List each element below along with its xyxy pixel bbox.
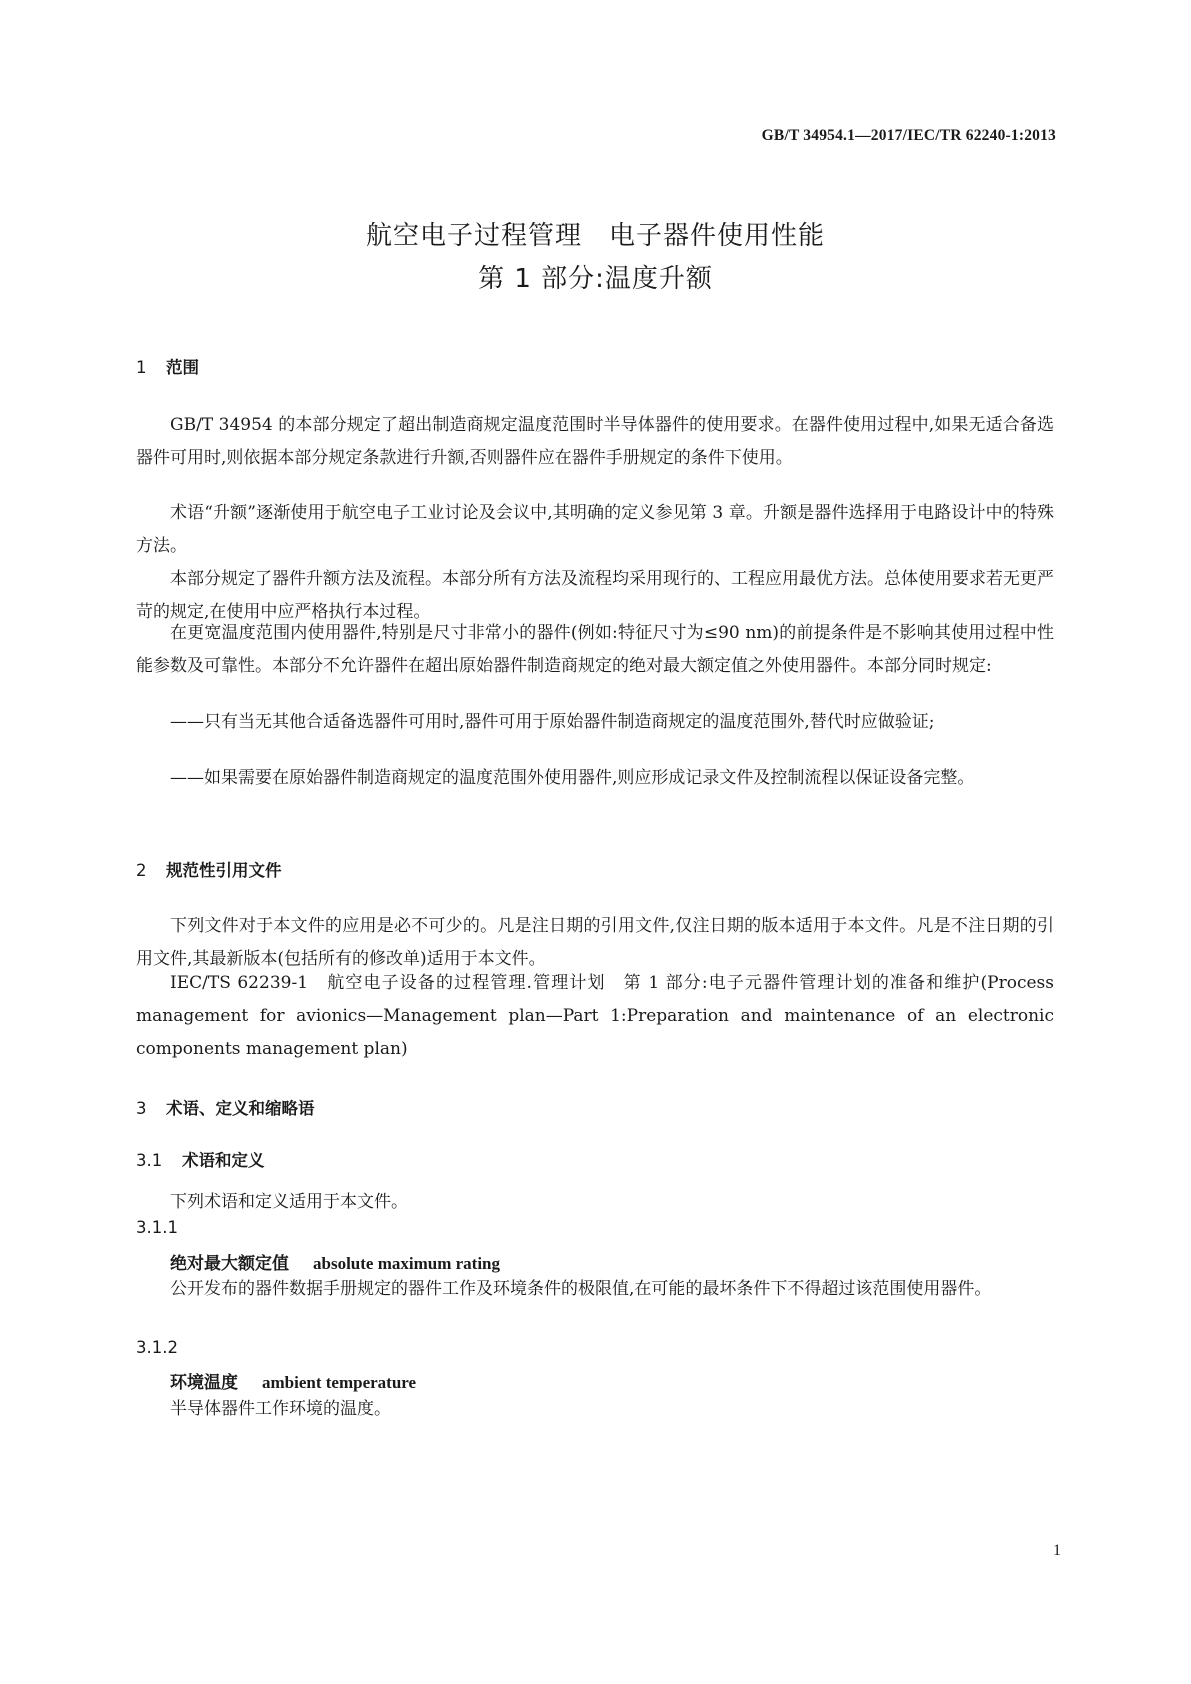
paragraph: GB/T 34954 的本部分规定了超出制造商规定温度范围时半导体器件的使用要求。在器件使用过程中,如果无适合备选器件可用时,则依据本部分规定条款进行升额,否则器件应在器件手册规定的条件下使用。 bbox=[136, 415, 1054, 468]
section-1-heading bbox=[136, 354, 199, 378]
term-heading bbox=[170, 1249, 500, 1274]
term-zh: 绝对最大额定值 bbox=[170, 1254, 289, 1274]
section-title: 范围 bbox=[166, 358, 199, 377]
paragraph: 下列文件对于本文件的应用是必不可少的。凡是注日期的引用文件,仅注日期的版本适用于本文件。凡是不注日期的引用文件,其最新版本(包括所有的修改单)适用于本文件。 bbox=[136, 916, 1054, 969]
paragraph: 本部分规定了器件升额方法及流程。本部分所有方法及流程均采用现行的、工程应用最优方法。总体使用要求若无更严苛的规定,在使用中应严格执行本过程。 bbox=[136, 569, 1054, 622]
section-2-heading bbox=[136, 857, 282, 881]
page-number: 1 bbox=[1053, 1542, 1061, 1559]
section-title: 规范性引用文件 bbox=[166, 861, 282, 880]
term-definition: 公开发布的器件数据手册规定的器件工作及环境条件的极限值,在可能的最坏条件下不得超过该范围使用器件。 bbox=[170, 1279, 992, 1299]
document-title-line2: 第 1 部分:温度升额 bbox=[478, 264, 713, 294]
section-title: 术语、定义和缩略语 bbox=[166, 1099, 315, 1118]
dash-list-item: ——如果需要在原始器件制造商规定的温度范围外使用器件,则应形成记录文件及控制流程以保证设备完整。 bbox=[170, 768, 975, 788]
paragraph: 在更宽温度范围内使用器件,特别是尺寸非常小的器件(例如:特征尺寸为≤90 nm)的前提条件是不影响其使用过程中性能参数及可靠性。本部分不允许器件在超出原始器件制造商规定的绝对最大额定值之外使用器件。本部分同时规定: bbox=[136, 623, 1054, 676]
term-zh: 环境温度 bbox=[170, 1373, 238, 1393]
term-en: ambient temperature bbox=[262, 1373, 417, 1392]
section-number: 1 bbox=[136, 358, 147, 377]
paragraph: 术语“升额”逐渐使用于航空电子工业讨论及会议中,其明确的定义参见第 3 章。升额是器件选择用于电路设计中的特殊方法。 bbox=[136, 503, 1054, 556]
term-number: 3.1.1 bbox=[136, 1218, 178, 1237]
dash-list-item: ——只有当无其他合适备选器件可用时,器件可用于原始器件制造商规定的温度范围外,替代时应做验证; bbox=[170, 712, 935, 732]
section-number: 3 bbox=[136, 1099, 147, 1118]
subsection-3-1-heading bbox=[136, 1147, 265, 1171]
paragraph: 下列术语和定义适用于本文件。 bbox=[170, 1192, 408, 1212]
section-3-heading bbox=[136, 1095, 315, 1119]
term-definition: 半导体器件工作环境的温度。 bbox=[170, 1399, 391, 1419]
subsection-number: 3.1 bbox=[136, 1151, 163, 1170]
term-en: absolute maximum rating bbox=[313, 1254, 500, 1273]
subsection-title: 术语和定义 bbox=[182, 1151, 265, 1170]
reference-entry: IEC/TS 62239-1 航空电子设备的过程管理.管理计划 第 1 部分:电子元器件管理计划的准备和维护(Process management for avionics—Management plan—Part 1:Preparation and maintenance of an electronic components management plan) bbox=[136, 973, 1054, 1059]
section-number: 2 bbox=[136, 861, 147, 880]
document-title-line1: 航空电子过程管理 电子器件使用性能 bbox=[365, 221, 825, 251]
standard-code: GB/T 34954.1—2017/IEC/TR 62240-1:2013 bbox=[761, 127, 1056, 144]
term-heading bbox=[170, 1368, 416, 1393]
term-number: 3.1.2 bbox=[136, 1338, 178, 1357]
